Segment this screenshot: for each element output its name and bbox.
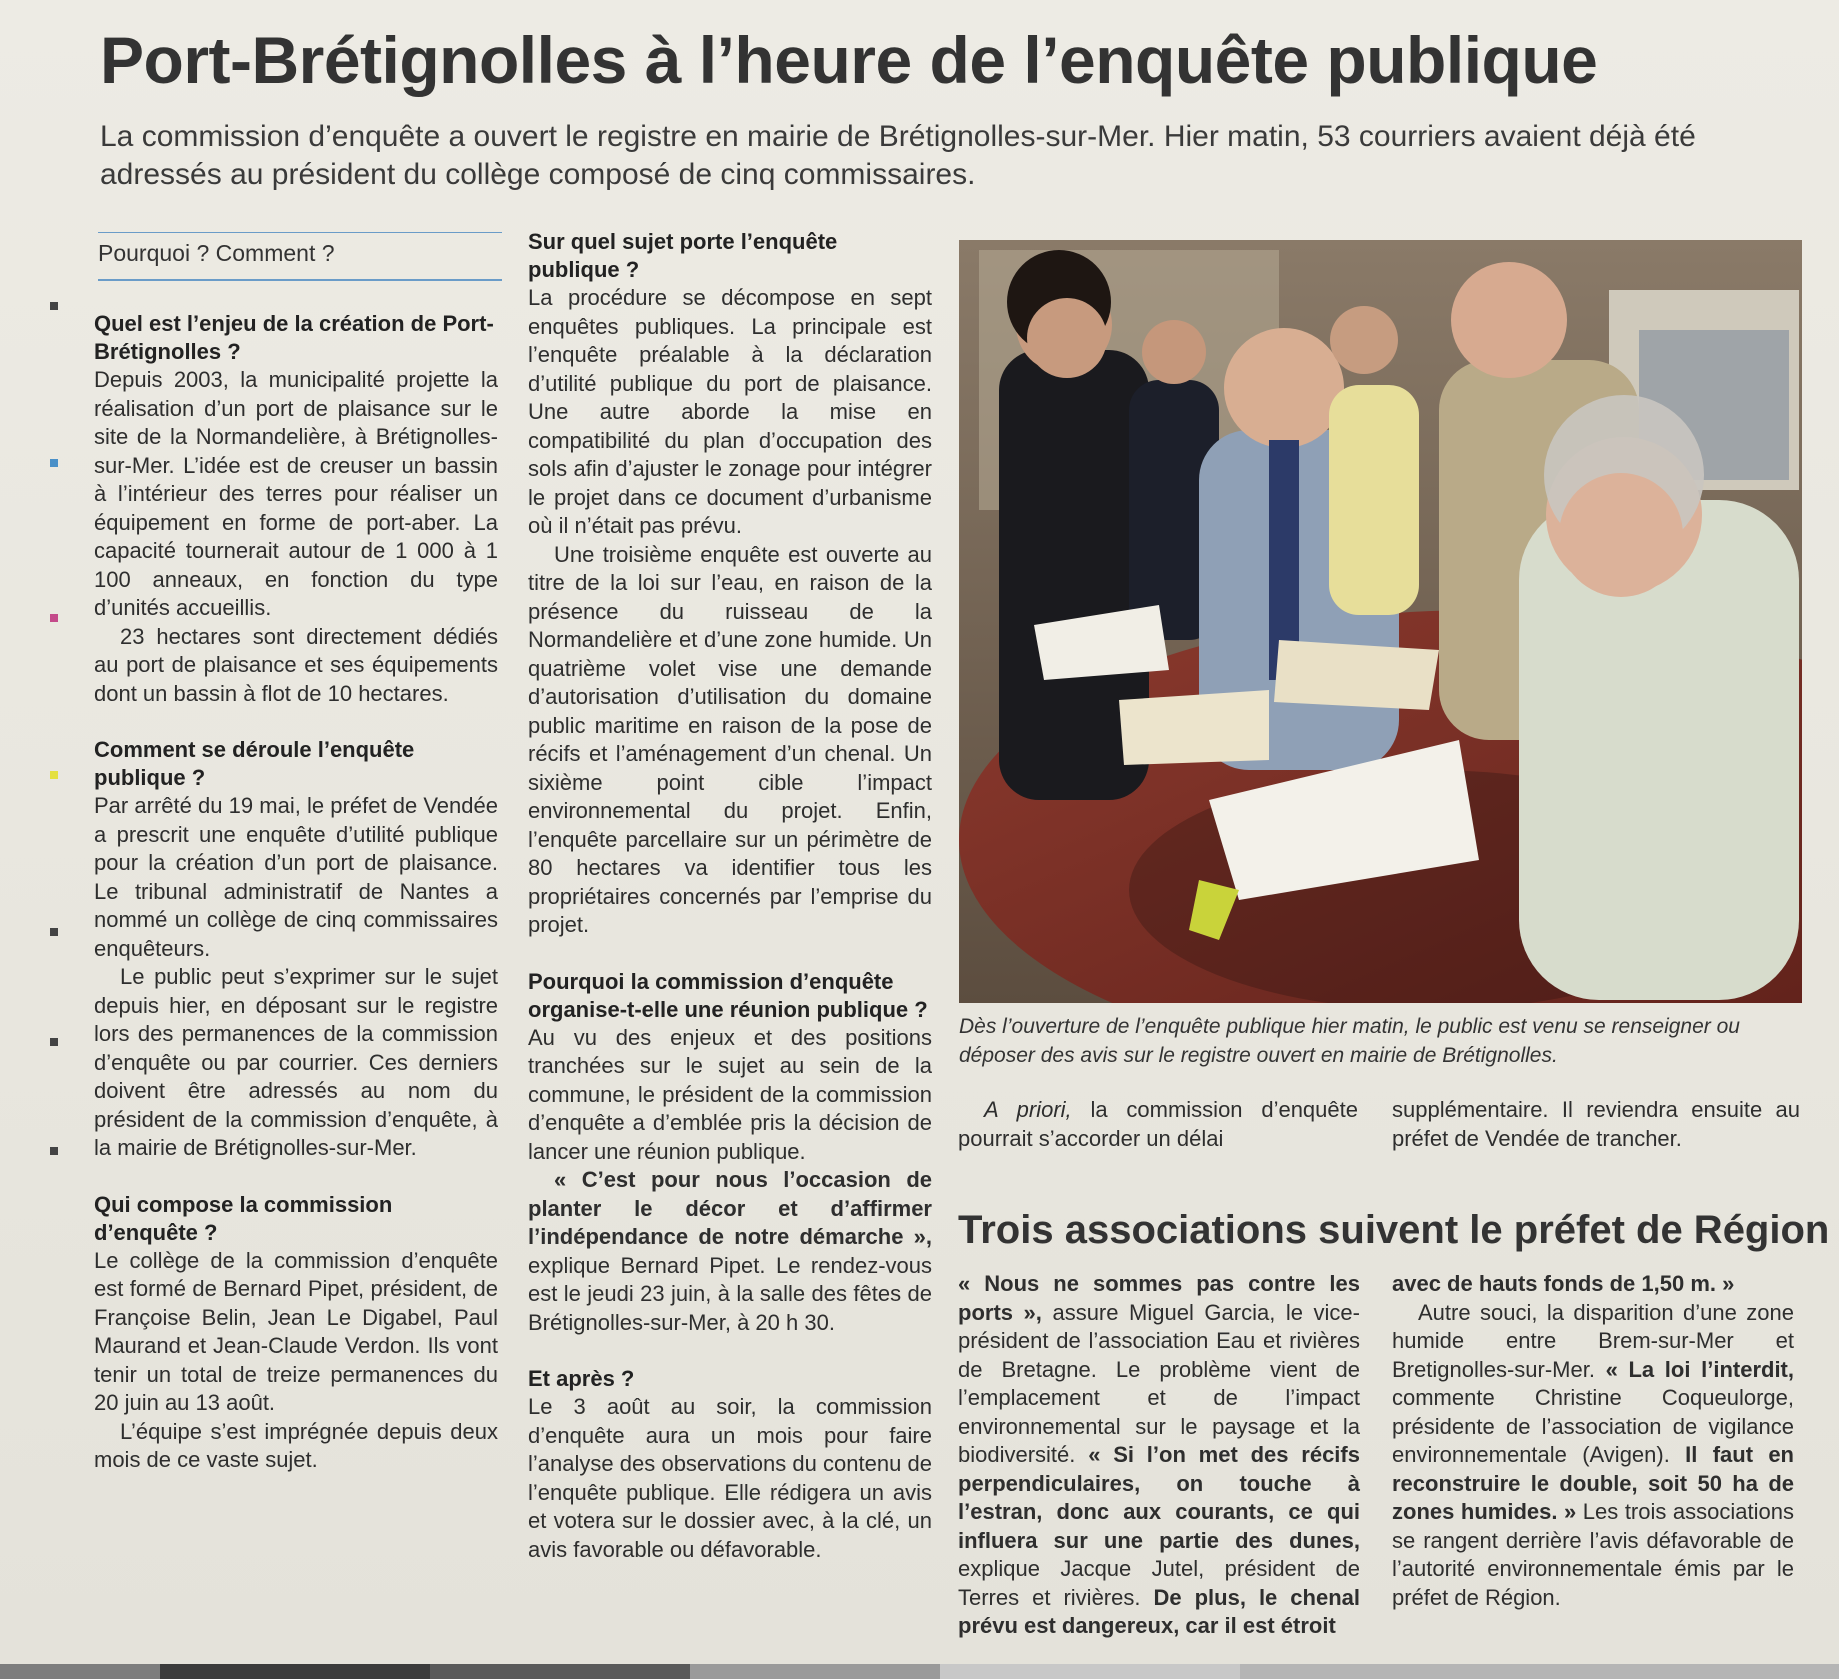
paragraph: 23 hectares sont directement dédiés au port de plaisance et ses équipements dont un bassin à flot de 10 hectares. <box>94 623 498 706</box>
quote-bold: avec de hauts fonds de 1,50 m. » <box>1392 1271 1735 1296</box>
question-heading: Quel est l’enjeu de la création de Port-Brétignolles ? <box>94 311 494 364</box>
margin-mark-dark <box>50 1038 58 1046</box>
quote-bold: De plus, le chenal prévu est dangereux, car il est étroit <box>958 1584 1360 1638</box>
quote-bold: « La loi l’interdit, <box>1605 1356 1794 1382</box>
paragraph: supplémentaire. Il reviendra ensuite au préfet de Vendée de trancher. <box>1392 1097 1800 1151</box>
margin-mark-magenta <box>50 614 58 622</box>
rubric-box <box>98 232 502 281</box>
paragraph: L’équipe s’est imprégnée depuis deux mois de ce vaste sujet. <box>94 1418 498 1472</box>
column-3 <box>958 1096 1358 1153</box>
quote-bold: « C’est pour nous l’occasion de planter le décor et d’affirmer l’indépendance de notre démarche », <box>528 1167 932 1249</box>
paragraph <box>1392 1270 1794 1299</box>
paragraph: Le 3 août au soir, la commission d’enquête aura un mois pour faire l’analyse des observations du contenu de l’enquête publique. Elle rédigera un avis et votera sur le dossier avec, à la clé, un avis favorable ou défavorable. <box>528 1394 932 1562</box>
photo-caption: Dès l’ouverture de l’enquête publique hier matin, le public est venu se renseigner ou déposer des avis sur le registre ouvert en mairie de Brétignolles. <box>959 1015 1740 1067</box>
bottom-color-strip <box>0 1664 1839 1679</box>
article-photo <box>959 240 1802 1003</box>
question-heading: Et après ? <box>528 1366 635 1391</box>
sub-article-title: Trois associations suivent le préfet de Région <box>958 1208 1830 1252</box>
paragraph: Une troisième enquête est ouverte au titre de la loi sur l’eau, en raison de la présence du ruisseau de la Normandelière et d’une zone humide. Un quatrième volet vise une demande d’autorisation d’utilisation du domaine public maritime en raison de la pose de récifs et l’aménagement d’un chenal. Un sixième point cible l’impact environnemental du projet. Enfin, l’enquête parcellaire sur un périmètre de 80 hectares va identifier tous les propriétaires concernés par l’emprise du projet. <box>528 541 932 937</box>
paragraph-rest: la commission d’enquête pourrait s’accorder un délai <box>958 1097 1358 1151</box>
paragraph-text: explique Jacque Jutel, président de Terres et rivières. <box>958 1556 1360 1610</box>
paragraph <box>958 1096 1358 1153</box>
column-5 <box>958 1270 1360 1641</box>
quote-bold: Il faut en reconstruire le double, soit 50 ha de zones humides. » <box>1392 1442 1794 1524</box>
rubric-label: Pourquoi ? Comment ? <box>98 240 335 266</box>
margin-mark-yellow <box>50 771 58 779</box>
paragraph: Au vu des enjeux et des positions tranchées sur le sujet au sein de la commune, le président de la commission d’enquête a d’emblée pris la décision de lancer une réunion publique. <box>528 1024 932 1164</box>
column-1 <box>94 310 498 1475</box>
paragraph: Depuis 2003, la municipalité projette la réalisation d’un port de plaisance sur le site de la Normandelière, à Brétignolles-sur-Mer. L’idée est de creuser un bassin à l’intérieur des terres pour réaliser un équipement en forme de port-aber. La capacité tournerait autour de 1 000 à 1 100 anneaux, en fonction du type d’unités accueillis. <box>94 367 498 620</box>
paragraph-text: assure Miguel Garcia, le vice-président de l’association Eau et rivières de Bretagne. Le problème vient de l’emplacement et de l’impact environnemental sur le paysage et la biodiversité. <box>958 1299 1360 1467</box>
paragraph: Le public peut s’exprimer sur le sujet depuis hier, en déposant sur le registre lors des permanences de la commission d’enquête ou par courrier. Ces derniers doivent être adressés au nom du président de la commission d’enquête, à la mairie de Brétignolles-sur-Mer. <box>94 964 498 1160</box>
paragraph: La procédure se décompose en sept enquêtes publiques. La principale est l’enquête préalable à la déclaration d’utilité publique du port de plaisance. Une autre aborde la mise en compatibilité du plan d’occupation des sols afin d’ajuster le zonage pour intégrer le projet dans ce document d’urbanisme où il n’était pas prévu. <box>528 285 932 538</box>
question-heading: Qui compose la commission d’enquête ? <box>94 1191 393 1245</box>
headline: Port-Brétignolles à l’heure de l’enquête publique <box>100 23 1598 97</box>
quote-paragraph <box>528 1166 932 1337</box>
paragraph-text: Les trois associations se rangent derrière l’avis défavorable de l’autorité environnementale émis par le préfet de Région. <box>1392 1499 1794 1610</box>
paragraph-text: Autre souci, la disparition d’une zone humide entre Brem-sur-Mer et Bretignolles-sur-Mer. <box>1392 1299 1794 1382</box>
paragraph: Le collège de la commission d’enquête est formé de Bernard Pipet, président, de Françoise Belin, Jean Le Digabel, Paul Maurand et Jean-Claude Verdon. Ils vont tenir un total de treize permanences du 20 juin au 13 août. <box>94 1247 498 1415</box>
paragraph-text: commente Christine Coqueulorge, présidente de l’association de vigilance environnementale (Avigen). <box>1392 1385 1794 1467</box>
chapeau: La commission d’enquête a ouvert le registre en mairie de Brétignolles-sur-Mer. Hier matin, 53 courriers avaient déjà été adressés au président du collège composé de cinq commissaires. <box>100 120 1696 191</box>
italic-phrase: A priori, <box>984 1097 1072 1122</box>
paragraph <box>958 1270 1360 1641</box>
paragraph: Par arrêté du 19 mai, le préfet de Vendée a prescrit une enquête d’utilité publique pour la création d’un port de plaisance. Le tribunal administratif de Nantes a nommé un collège de cinq commissaires enquêteurs. <box>94 793 498 961</box>
question-heading: Sur quel sujet porte l’enquête publique ? <box>528 229 838 282</box>
quote-bold: « Nous ne sommes pas contre les ports », <box>958 1271 1360 1325</box>
column-6 <box>1392 1270 1794 1612</box>
question-heading: Pourquoi la commission d’enquête organise-t-elle une réunion publique ? <box>528 968 928 1022</box>
column-4 <box>1392 1096 1800 1153</box>
paragraph <box>1392 1299 1794 1613</box>
quote-rest: explique Bernard Pipet. Le rendez-vous est le jeudi 23 juin, à la salle des fêtes de Brétignolles-sur-Mer, à 20 h 30. <box>528 1252 932 1335</box>
margin-mark-dark <box>50 302 58 310</box>
question-heading: Comment se déroule l’enquête publique ? <box>94 737 415 790</box>
margin-mark-blue <box>50 459 58 467</box>
column-2 <box>528 228 932 1564</box>
margin-mark-dark <box>50 1147 58 1155</box>
meeting-photo-illustration <box>959 240 1802 1003</box>
margin-mark-dark <box>50 928 58 936</box>
quote-bold: « Si l’on met des récifs perpendiculaires, on touche à l’estran, donc aux courants, ce qui influera sur une partie des dunes, <box>958 1442 1360 1553</box>
